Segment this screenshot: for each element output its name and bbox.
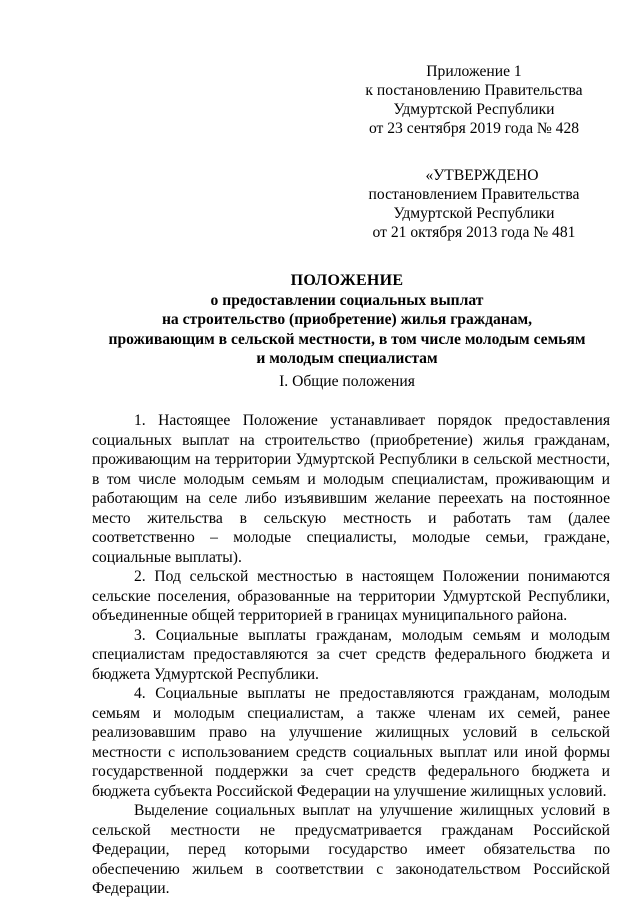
approved-date-line: от 21 октября 2013 года № 481 — [372, 224, 576, 241]
approved-region-line: Удмуртской Республики — [393, 205, 555, 222]
annex-resolution-line: к постановлению Правительства — [365, 82, 583, 99]
document-title — [92, 271, 602, 369]
annex-number: Приложение 1 — [426, 63, 522, 80]
paragraph-4: 4. Социальные выплаты не предоставляются гражданам, молодым семьям и молодым специалистам, а также членам их семей, ранее реализовавшим право на улучшение жилищных условий в сельской местности с использованием средств социальных выплат или иной формы государственной поддержки за счет средств федерального бюджета и бюджета субъекта Российской Федерации на улучшение жилищных условий. — [92, 685, 610, 800]
approved-label: «УТВЕРЖДЕНО — [425, 167, 539, 184]
title-line-2: на строительство (приобретение) жилья гражданам, — [161, 311, 533, 328]
title-main: ПОЛОЖЕНИЕ — [290, 272, 404, 289]
paragraph-5: Выделение социальных выплат на улучшение жилищных условий в сельской местности не предусматривается гражданам Российской Федерации, перед которыми государство имеет обязательства по обеспечению жильем в соответствии с законодательством Российской Федерации. — [92, 802, 610, 897]
title-line-1: о предоставлении социальных выплат — [210, 291, 484, 309]
paragraph-1: 1. Настоящее Положение устанавливает порядок предоставления социальных выплат на строительство (приобретение) жилья гражданам, проживающим на территории Удмуртской Республики в сельской местности, в том числе молодым семьям и молодым специалистам, проживающим и работающим на селе либо изъявившим желание переехать на постоянное место жительства в сельскую местность и работать там (далее соответственно – молодые специалисты, молодые семьи, граждане, социальные выплаты). — [92, 412, 610, 566]
paragraph-3: 3. Социальные выплаты гражданам, молодым семьям и молодым специалистам предоставляются за счет средств федерального бюджета и бюджета Удмуртской Республики. — [92, 626, 610, 683]
section-heading: I. Общие положения — [279, 373, 415, 390]
annex-date-line: от 23 сентября 2019 года № 428 — [368, 120, 580, 137]
paragraph-2: 2. Под сельской местностью в настоящем Положении понимаются сельские поселения, образованные на территории Удмуртской Республики, объединенные общей территорией в границах муниципального района. — [92, 568, 610, 624]
annex-region-line: Удмуртской Республики — [393, 101, 555, 118]
annex-reference-block — [360, 62, 588, 138]
approval-stamp-block — [360, 166, 588, 242]
document-body — [92, 411, 610, 899]
title-line-3: проживающим в сельской местности, в том числе молодым семьям — [108, 330, 586, 348]
title-line-4: и молодым специалистам — [256, 350, 438, 367]
approved-resolution-line: постановлением Правительства — [368, 186, 580, 203]
